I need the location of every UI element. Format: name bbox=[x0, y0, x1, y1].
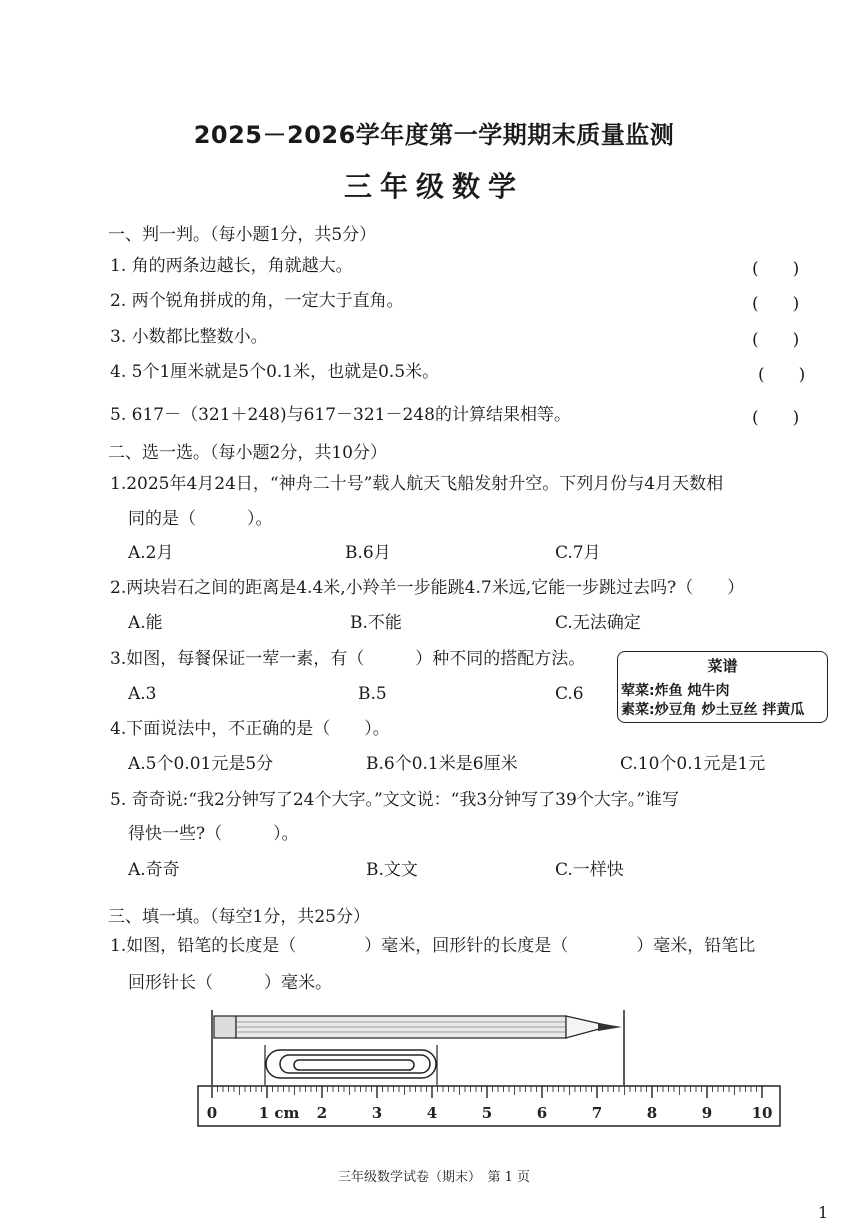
s2-q4-option-b: B.6个0.1米是6厘米 bbox=[366, 754, 518, 774]
s2-q1-line1: 1.2025年4月24日，“神舟二十号”载人航天飞船发射升空。下列月份与4月天数相 bbox=[110, 474, 724, 494]
s2-q3-line: 3.如图，每餐保证一荤一素，有（ ）种不同的搭配方法。 bbox=[110, 649, 586, 669]
s2-q4-line: 4.下面说法中，不正确的是（ ）。 bbox=[110, 719, 390, 739]
ruler-label: 8 bbox=[646, 1104, 658, 1122]
ruler-label: 4 bbox=[426, 1104, 438, 1122]
section-2-heading: 二、选一选。（每小题2分，共10分） bbox=[108, 443, 387, 463]
s1-answer-paren-4: ( ) bbox=[758, 365, 806, 385]
ruler-label: 1 cm bbox=[258, 1104, 300, 1122]
s3-q1-line2: 回形针长（ ）毫米。 bbox=[128, 973, 332, 993]
s2-q3-option-c: C.6 bbox=[555, 684, 584, 704]
ruler-label: 6 bbox=[536, 1104, 548, 1122]
ruler-label: 0 bbox=[206, 1104, 218, 1122]
s2-q1-line2: 同的是（ ）。 bbox=[128, 509, 273, 529]
section-3-heading: 三、填一填。（每空1分，共25分） bbox=[108, 907, 370, 927]
s1-answer-paren-2: ( ) bbox=[752, 294, 800, 314]
s1-item-3: 3. 小数都比整数小。 bbox=[110, 327, 268, 347]
s1-answer-paren-5: ( ) bbox=[752, 408, 800, 428]
s1-item-4: 4. 5个1厘米就是5个0.1米，也就是0.5米。 bbox=[110, 362, 440, 382]
s2-q4-option-c: C.10个0.1元是1元 bbox=[620, 754, 766, 774]
ruler-label: 7 bbox=[591, 1104, 603, 1122]
s2-q1-option-a: A.2月 bbox=[128, 543, 174, 563]
menu-veg-line: 素菜:炒豆角 炒土豆丝 拌黄瓜 bbox=[621, 702, 805, 718]
s1-item-2: 2. 两个锐角拼成的角，一定大于直角。 bbox=[110, 291, 404, 311]
s2-q2-option-a: A.能 bbox=[128, 613, 163, 633]
footer-text: 三年级数学试卷（期末） 第 1 页 bbox=[337, 1170, 531, 1185]
ruler bbox=[198, 1086, 780, 1126]
s2-q5-option-a: A.奇奇 bbox=[128, 860, 180, 880]
s2-q3-option-a: A.3 bbox=[128, 684, 157, 704]
paper-clip-drawing bbox=[266, 1050, 436, 1078]
s1-answer-paren-3: ( ) bbox=[752, 330, 800, 350]
exam-subtitle: 三年级数学 bbox=[343, 170, 524, 203]
ruler-label: 5 bbox=[481, 1104, 493, 1122]
s2-q2-line: 2.两块岩石之间的距离是4.4米,小羚羊一步能跳4.7米远,它能一步跳过去吗?（ ） bbox=[110, 578, 745, 598]
exam-title: 2025－2026学年度第一学期期末质量监测 bbox=[193, 121, 675, 149]
s1-item-1: 1. 角的两条边越长，角就越大。 bbox=[110, 256, 353, 276]
s2-q2-option-c: C.无法确定 bbox=[555, 613, 641, 633]
s2-q4-option-a: A.5个0.01元是5分 bbox=[128, 754, 274, 774]
s2-q1-option-c: C.7月 bbox=[555, 543, 601, 563]
menu-meat-line: 荤菜:炸鱼 炖牛肉 bbox=[621, 683, 730, 699]
page-number: 1 bbox=[818, 1203, 829, 1222]
s2-q5-option-c: C.一样快 bbox=[555, 860, 624, 880]
s1-item-5: 5. 617－（321＋248)与617－321－248的计算结果相等。 bbox=[110, 405, 571, 425]
ruler-label: 9 bbox=[701, 1104, 713, 1122]
ruler-label: 2 bbox=[316, 1104, 328, 1122]
s2-q5-option-b: B.文文 bbox=[366, 860, 418, 880]
s2-q1-option-b: B.6月 bbox=[345, 543, 391, 563]
s1-answer-paren-1: ( ) bbox=[752, 259, 800, 279]
pencil-drawing bbox=[214, 1016, 622, 1038]
section-1-heading: 一、判一判。（每小题1分，共5分） bbox=[108, 225, 377, 245]
s2-q3-option-b: B.5 bbox=[358, 684, 387, 704]
ruler-figure bbox=[190, 1000, 790, 1135]
ruler-label: 3 bbox=[371, 1104, 383, 1122]
menu-title: 菜谱 bbox=[707, 657, 738, 675]
ruler-label: 10 bbox=[751, 1104, 773, 1122]
s3-q1-line1: 1.如图，铅笔的长度是（ ）毫米，回形针的长度是（ ）毫米，铅笔比 bbox=[110, 936, 756, 956]
s2-q5-line2: 得快一些?（ ）。 bbox=[128, 824, 299, 844]
s2-q2-option-b: B.不能 bbox=[350, 613, 402, 633]
menu-box bbox=[617, 651, 828, 723]
s2-q5-line1: 5. 奇奇说:“我2分钟写了24个大字。”文文说：“我3分钟写了39个大字。”谁写 bbox=[110, 790, 680, 810]
